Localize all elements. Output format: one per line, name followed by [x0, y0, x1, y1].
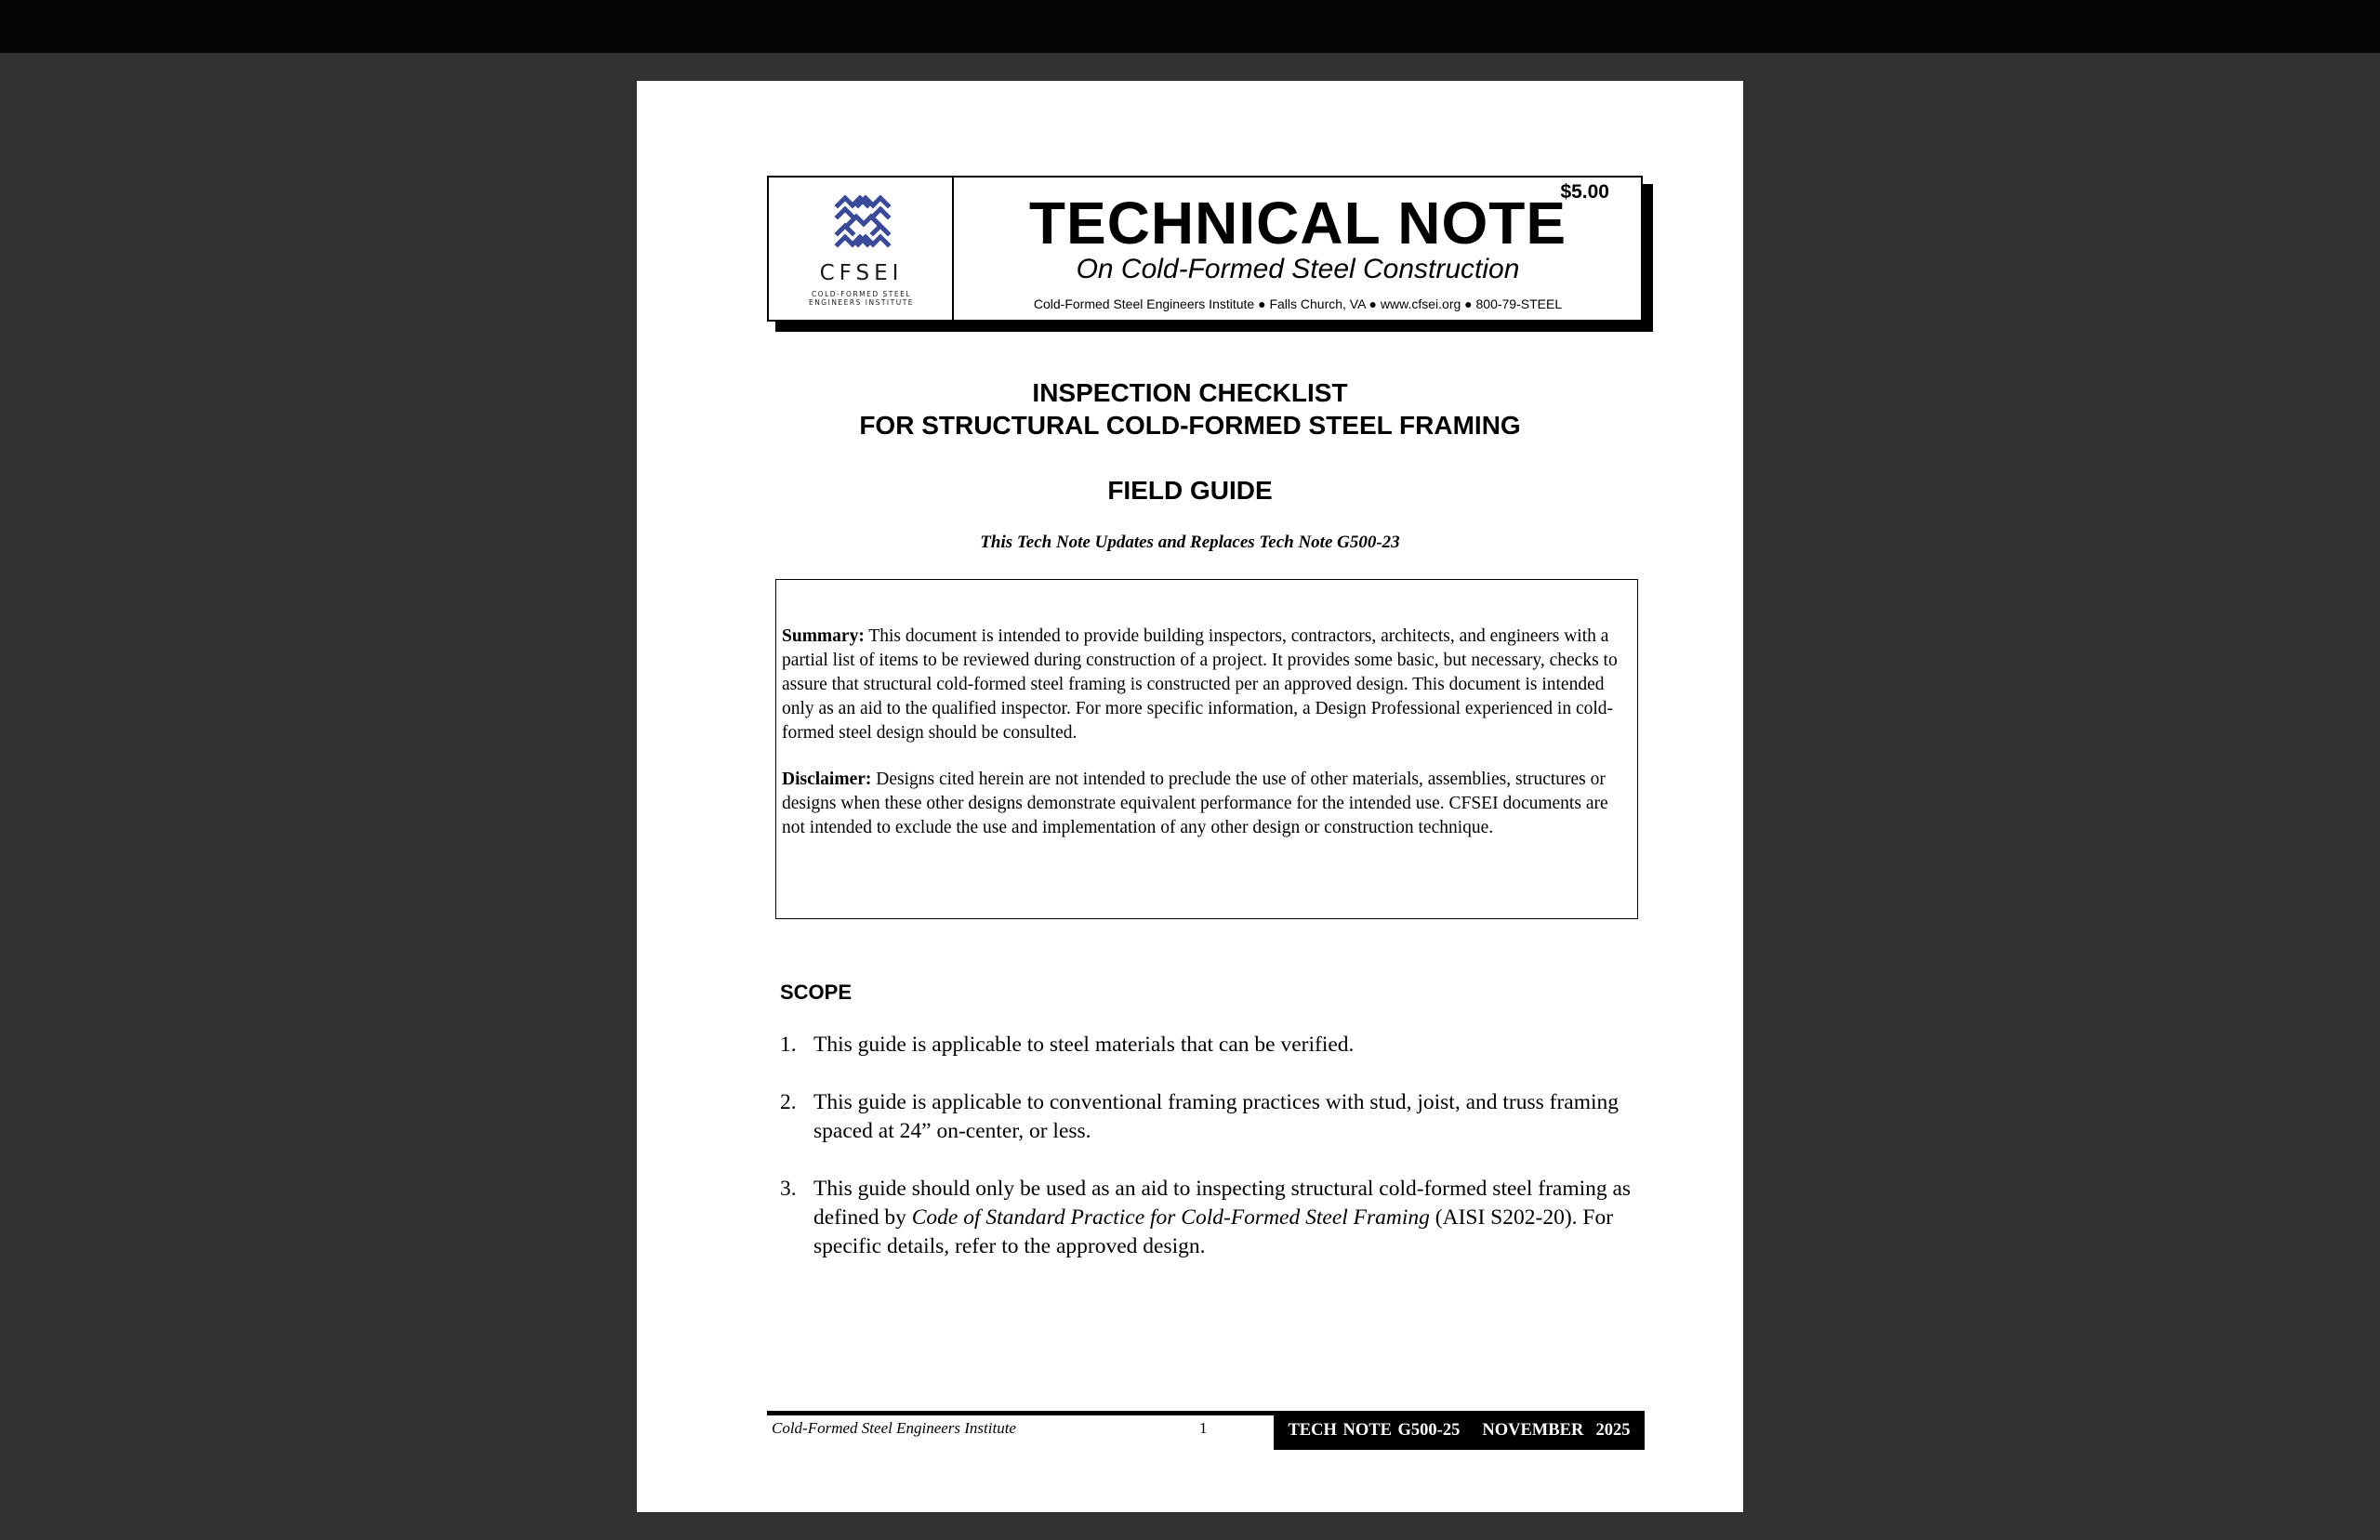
logo-subtitle — [769, 290, 954, 307]
technical-note-title: TECHNICAL NOTE — [1028, 190, 1567, 257]
page-number: 1 — [1199, 1419, 1208, 1437]
scope-item-text-after: (AISI S202-20). For specific details, refer to the approved design. — [813, 1205, 1614, 1258]
contact-line: Cold-Formed Steel Engineers Institute ● Falls Church, VA ● www.cfsei.org ● 800-79-STEEL — [1033, 296, 1563, 311]
summary-paragraph — [782, 625, 1632, 745]
scope-item-text-before: This guide should only be used as an aid to inspecting structural cold-formed steel framing as defined by — [813, 1177, 1632, 1230]
document-title-line1: INSPECTION CHECKLIST — [1032, 378, 1348, 407]
summary-text: This document is intended to provide building inspectors, contractors, architects, and engineers with a partial list of items to be reviewed during construction of a project. It provides some basic, but necessary, checks to assure that structural cold-formed steel framing is constructed per an approved design. This document is intended only as an aid to the qualified inspector. For more specific information, a Design Professional experienced in cold-formed steel design should be consulted. — [782, 626, 1618, 743]
scope-item-text: This guide is applicable to steel materials that can be verified. — [813, 1033, 1355, 1057]
scope-heading: SCOPE — [780, 981, 853, 1004]
logo-subtitle-line1: COLD-FORMED STEEL — [811, 290, 912, 298]
scope-item-text — [813, 1177, 1631, 1258]
scope-item — [780, 1088, 1635, 1146]
tech-note-number: TECH NOTE G500-25 — [1288, 1420, 1461, 1440]
cfsei-logo — [769, 178, 954, 320]
scope-list — [780, 1031, 1635, 1290]
disclaimer-paragraph — [782, 768, 1632, 840]
summary-label: Summary: — [782, 626, 865, 646]
footer-institute: Cold-Formed Steel Engineers Institute — [772, 1419, 1016, 1437]
viewer-top-bar — [0, 0, 2380, 53]
masthead — [767, 176, 1643, 322]
summary-box — [775, 579, 1638, 919]
technical-note-subtitle: On Cold-Formed Steel Construction — [1076, 254, 1520, 284]
scope-item-text: This guide is applicable to conventional framing practices with stud, joist, and truss framing spaced at 24” on-center, or less. — [813, 1090, 1620, 1143]
cfsei-logo-mark-icon — [830, 191, 895, 256]
footer-rule — [767, 1411, 1274, 1415]
scope-item — [780, 1031, 1635, 1060]
price: $5.00 — [1560, 181, 1609, 203]
field-guide-heading: FIELD GUIDE — [1107, 476, 1273, 505]
document-page — [637, 81, 1743, 1512]
footer-tech-note-tag — [1274, 1411, 1645, 1450]
disclaimer-label: Disclaimer: — [782, 770, 872, 789]
scope-item — [780, 1175, 1635, 1261]
document-title — [637, 376, 1743, 441]
document-title-line2: FOR STRUCTURAL COLD-FORMED STEEL FRAMING — [859, 411, 1521, 440]
logo-name: CFSEI — [819, 261, 904, 285]
logo-subtitle-line2: ENGINEERS INSTITUTE — [808, 298, 915, 307]
code-of-standard-practice-title: Code of Standard Practice for Cold-Formed Steel Framing — [911, 1205, 1430, 1230]
disclaimer-text: Designs cited herein are not intended to preclude the use of other materials, assemblies, structures or designs when these other designs demonstrate equivalent performance for the intended use. CFSEI documents are not intended to exclude the use and implementation of any other design or construction technique. — [782, 770, 1608, 837]
scope-item-number: 2. — [780, 1090, 797, 1114]
replaces-note: This Tech Note Updates and Replaces Tech Note G500-23 — [980, 533, 1400, 552]
tech-note-date: NOVEMBER 2025 — [1482, 1420, 1631, 1440]
scope-item-number: 3. — [780, 1177, 797, 1201]
scope-item-number: 1. — [780, 1033, 797, 1057]
